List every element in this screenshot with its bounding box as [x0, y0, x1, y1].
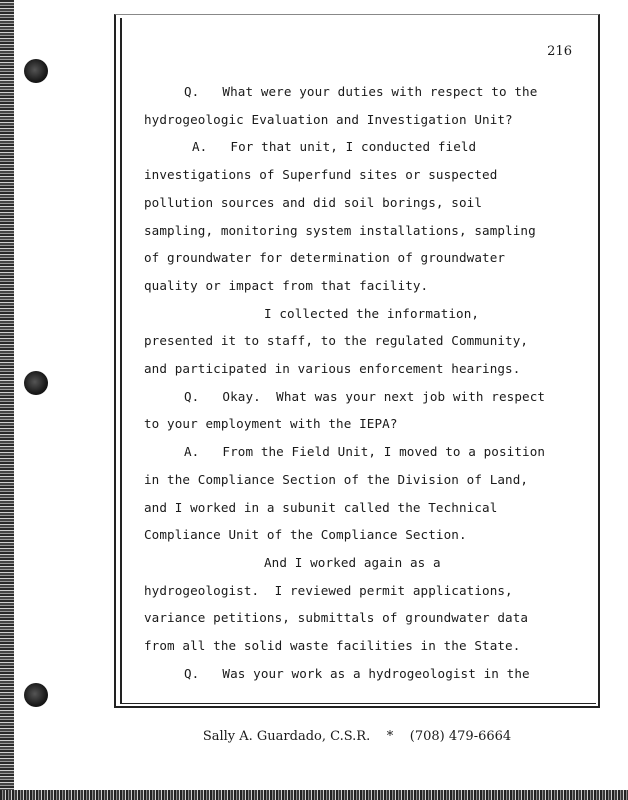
transcript-line: I collected the information, — [264, 305, 480, 321]
transcript-line: Q. Okay. What was your next job with respect — [184, 388, 546, 404]
transcript-line: Compliance Unit of the Compliance Section. — [144, 527, 467, 543]
transcript-line: pollution sources and did soil borings, soil — [144, 194, 483, 210]
transcript-line: A. For that unit, I conducted field — [192, 139, 477, 155]
transcript-line: from all the solid waste facilities in the State. — [144, 638, 521, 653]
transcript-line: and I worked in a subunit called the Technical — [144, 499, 498, 515]
binder-hole-icon — [24, 371, 48, 395]
binder-hole-icon — [24, 683, 48, 707]
transcript-line: variance petitions, submittals of groundwater data — [144, 610, 529, 626]
transcript-line: in the Compliance Section of the Division of Land, — [144, 471, 529, 487]
transcript-line: A. From the Field Unit, I moved to a position — [184, 444, 546, 460]
transcript-line: investigations of Superfund sites or suspected — [144, 167, 498, 183]
transcript-line: of groundwater for determination of groundwater — [144, 250, 506, 266]
transcript-line: hydrogeologic Evaluation and Investigation Unit? — [144, 111, 513, 127]
transcript-line: sampling, monitoring system installations, sampling — [144, 222, 536, 238]
scan-edge-bottom — [0, 790, 628, 800]
transcript-line: and participated in various enforcement hearings. — [144, 361, 521, 376]
transcript-line: And I worked again as a — [264, 554, 441, 570]
transcript-line: Q. What were your duties with respect to the — [184, 84, 538, 99]
scan-edge-left — [0, 0, 14, 800]
reporter-footer: Sally A. Guardado, C.S.R. * (708) 479-6664 — [202, 729, 512, 744]
transcript-line: Q. Was your work as a hydrogeologist in the — [184, 665, 530, 681]
transcript-line: hydrogeologist. I reviewed permit applications, — [144, 582, 513, 598]
transcript-line: quality or impact from that facility. — [144, 277, 429, 293]
binder-hole-icon — [24, 59, 48, 83]
transcript-line: to your employment with the IEPA? — [144, 416, 398, 432]
transcript-line: presented it to staff, to the regulated Community, — [144, 333, 529, 349]
page-number: 216 — [547, 44, 572, 59]
